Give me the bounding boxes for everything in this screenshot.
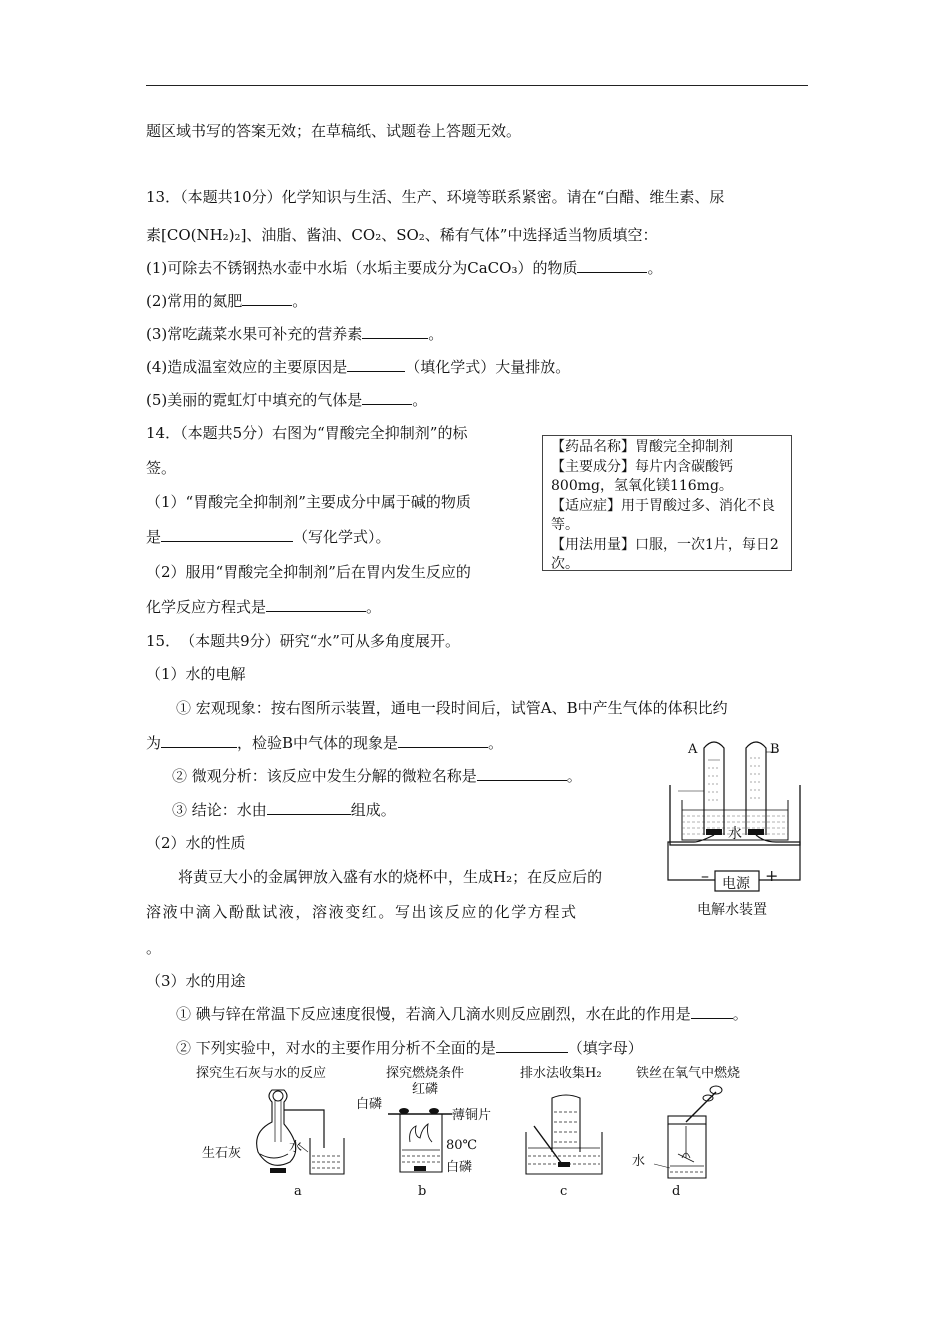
q13-item-5-text: (5)美丽的霓虹灯中填充的气体是 — [146, 391, 363, 409]
experiment-a-drawing — [240, 1082, 350, 1182]
q13-item-1-end: 。 — [647, 259, 663, 277]
q15-answer-blank-test[interactable] — [398, 733, 488, 748]
label-water-a: 水 — [289, 1140, 303, 1155]
label-quicklime: 生石灰 — [202, 1146, 242, 1161]
q14-part2-prefix: 化学反应方程式是 — [146, 598, 267, 616]
q13-stem-line1: 13．（本题共10分）化学知识与生活、生产、环境等联系紧密。请在“白醋、维生素、尿 — [146, 188, 725, 206]
q13-item-4-end: （填化学式）大量排放。 — [405, 358, 571, 376]
q13-item-1 — [146, 258, 662, 278]
q14-part1-suffix: （写化学式）。 — [293, 528, 391, 546]
tube-a-label: A — [688, 742, 698, 757]
q15-s3-experiments-text: ② 下列实验中，对水的主要作用分析不全面的是 — [176, 1039, 496, 1057]
q15-title: 15． （本题共9分）研究“水”可从多角度展开。 — [146, 632, 460, 650]
water-label: 水 — [728, 826, 742, 842]
label-red-phosphorus: 红磷 — [412, 1082, 439, 1097]
q14-stem-line1: 14．（本题共5分）右图为“胃酸完全抑制剂”的标 — [146, 424, 468, 442]
q15-section1-heading: （1）水的电解 — [146, 665, 246, 683]
label-copper-sheet: 薄铜片 — [452, 1108, 492, 1123]
q13-item-1-text: (1)可除去不锈钢热水壶中水垢（水垢主要成分为CaCO₃）的物质 — [146, 259, 578, 277]
q15-s1-phenomenon-line2 — [146, 733, 503, 753]
q15-s1-micro-text: ② 微观分析：该反应中发生分解的微粒名称是 — [172, 767, 477, 785]
label-indications: 【适应症】用于胃酸过多、消化不良等。 — [551, 497, 775, 533]
medicine-label — [542, 435, 792, 571]
q15-answer-blank-composition[interactable] — [267, 800, 351, 815]
experiment-d-title: 铁丝在氧气中燃烧 — [636, 1066, 741, 1081]
q15-s2-line2: 溶液中滴入酚酞试液，溶液变红。写出该反应的化学方程式 — [146, 903, 578, 921]
q15-s1-a2-prefix: 为 — [146, 734, 162, 752]
q15-s1-a2-mid: ，检验B中气体的现象是 — [237, 734, 399, 752]
q15-s3-iodine-text: ① 碘与锌在常温下反应速度很慢，若滴入几滴水则反应剧烈，水在此的作用是 — [176, 1005, 691, 1023]
q13-item-4 — [146, 357, 570, 377]
q14-part1-line2 — [146, 527, 391, 547]
experiment-c-title: 排水法收集H₂ — [520, 1066, 602, 1081]
q13-item-5 — [146, 390, 427, 410]
experiment-c-drawing — [522, 1092, 608, 1178]
experiment-b-letter: b — [418, 1184, 427, 1199]
q13-answer-blank-2[interactable] — [242, 291, 292, 306]
q15-answer-blank-role[interactable] — [691, 1004, 733, 1019]
q13-item-3-end: 。 — [428, 325, 444, 343]
q13-item-5-end: 。 — [412, 391, 428, 409]
label-dosage: 【用法用量】口服，一次1片，每日2次。 — [551, 536, 779, 572]
q13-answer-blank-1[interactable] — [577, 258, 647, 273]
experiment-d-letter: d — [672, 1184, 681, 1199]
q14-part2-suffix: 。 — [366, 598, 382, 616]
experiment-a-title: 探究生石灰与水的反应 — [196, 1066, 327, 1081]
q15-s3-experiments-end: （填字母） — [567, 1039, 643, 1057]
q13-answer-blank-4[interactable] — [347, 357, 405, 372]
q15-s2-line3: 。 — [146, 939, 162, 957]
q14-part2-line1: （2）服用“胃酸完全抑制剂”后在胃内发生反应的 — [146, 563, 471, 581]
minus-sign: – — [701, 866, 709, 885]
q13-stem-line2: 素[CO(NH₂)₂]、油脂、酱油、CO₂、SO₂、稀有气体”中选择适当物质填空： — [146, 226, 658, 244]
q15-s1-a2-suffix: 。 — [488, 734, 504, 752]
q14-answer-blank-1[interactable] — [161, 527, 293, 542]
q15-s1-conclusion-text: ③ 结论：水由 — [172, 801, 267, 819]
q13-answer-blank-3[interactable] — [362, 324, 428, 339]
q14-answer-blank-2[interactable] — [266, 597, 366, 612]
label-water-d: 水 — [632, 1154, 646, 1169]
q14-stem-line2: 签。 — [146, 459, 177, 477]
label-white-phosphorus-bottom: 白磷 — [446, 1160, 473, 1175]
q15-answer-blank-ratio[interactable] — [161, 733, 237, 748]
q15-s1-conclusion — [172, 800, 396, 820]
q15-answer-blank-particle[interactable] — [477, 766, 567, 781]
label-drug-name: 【药品名称】胃酸完全抑制剂 — [551, 439, 733, 455]
q13-item-3 — [146, 324, 443, 344]
plus-sign: + — [765, 866, 779, 885]
experiment-b-title: 探究燃烧条件 — [386, 1066, 465, 1081]
experiment-d-drawing — [650, 1082, 730, 1182]
q14-part1-line1: （1）“胃酸完全抑制剂”主要成分中属于碱的物质 — [146, 493, 471, 511]
q15-section3-heading: （3）水的用途 — [146, 972, 246, 990]
q15-s1-phenomenon: ① 宏观现象：按右图所示装置，通电一段时间后，试管A、B中产生气体的体积比约 — [176, 699, 728, 717]
experiment-a-letter: a — [294, 1184, 302, 1199]
q13-item-2 — [146, 291, 307, 311]
q15-answer-blank-letter[interactable] — [496, 1038, 568, 1053]
label-ingredients: 【主要成分】每片内含碳酸钙800mg，氢氧化镁116mg。 — [551, 458, 733, 494]
q14-part1-prefix: 是 — [146, 528, 162, 546]
label-white-phosphorus-top: 白磷 — [356, 1097, 383, 1112]
q13-item-4-text: (4)造成温室效应的主要原因是 — [146, 358, 348, 376]
header-rule — [146, 85, 808, 86]
q14-part2-line2 — [146, 597, 381, 617]
q13-answer-blank-5[interactable] — [362, 390, 412, 405]
q15-s3-experiments — [176, 1038, 643, 1058]
q15-section2-heading: （2）水的性质 — [146, 834, 246, 852]
q15-s1-conclusion-end: 组成。 — [350, 801, 396, 819]
header-note: 题区域书写的答案无效；在草稿纸、试题卷上答题无效。 — [146, 122, 522, 140]
q13-item-3-text: (3)常吃蔬菜水果可补充的营养素 — [146, 325, 363, 343]
q15-s3-iodine — [176, 1004, 748, 1024]
power-supply-label: 电源 — [722, 876, 750, 892]
q13-item-2-text: (2)常用的氮肥 — [146, 292, 243, 310]
q13-item-2-end: 。 — [292, 292, 308, 310]
experiment-c-letter: c — [560, 1184, 568, 1199]
electrolysis-caption: 电解水装置 — [697, 902, 767, 918]
q15-s3-iodine-end: 。 — [732, 1005, 748, 1023]
label-temperature: 80℃ — [446, 1138, 478, 1153]
q15-s2-line1: 将黄豆大小的金属钾放入盛有水的烧杯中，生成H₂；在反应后的 — [178, 868, 603, 886]
q15-s1-micro — [172, 766, 582, 786]
q15-s1-micro-end: 。 — [566, 767, 582, 785]
tube-b-label: B — [770, 742, 780, 757]
